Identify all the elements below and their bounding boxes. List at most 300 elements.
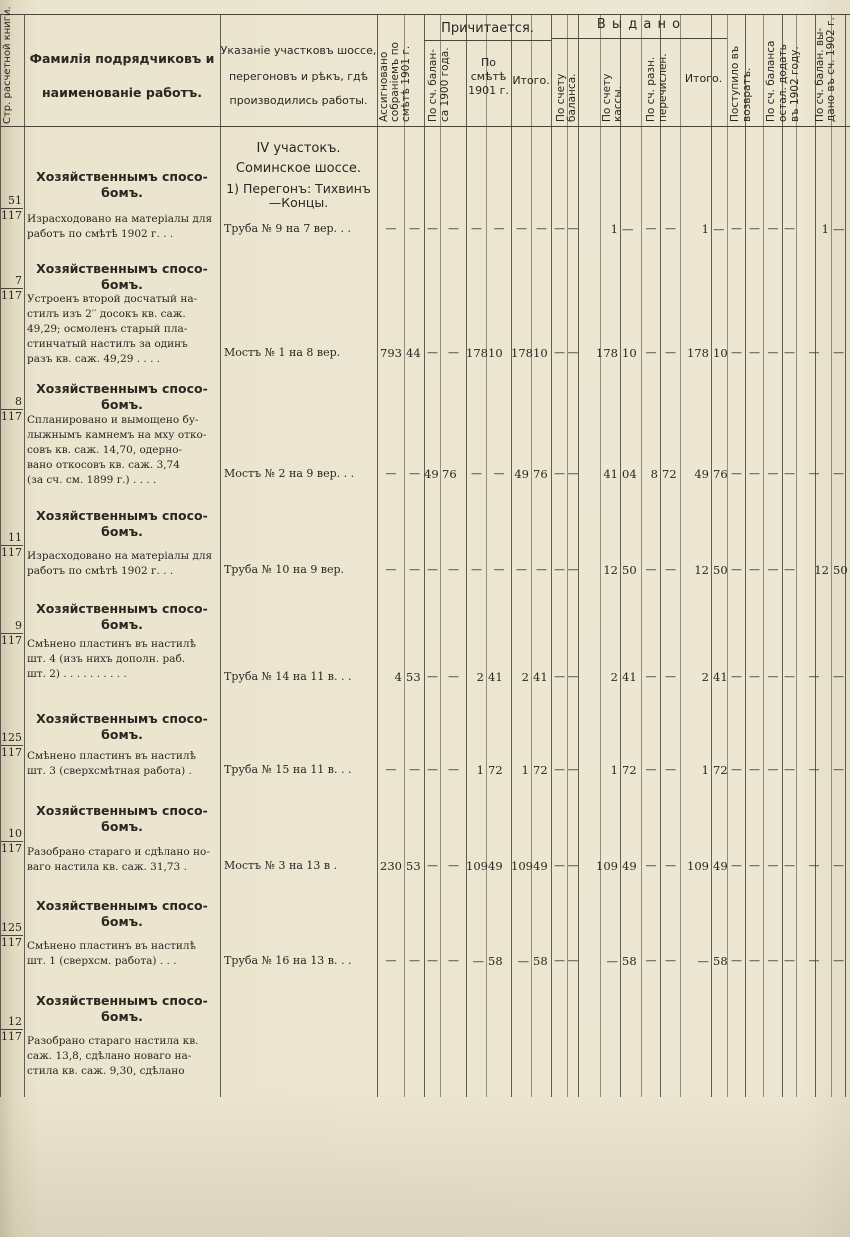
column-rule — [511, 14, 512, 1097]
amount-rubles: 178 — [511, 346, 533, 360]
work-location: Труба № 16 на 13 в. . . — [224, 954, 352, 967]
column-rule — [440, 14, 441, 1097]
empty-rubles-dash: — — [645, 954, 657, 967]
column-rule — [641, 14, 642, 1097]
empty-kopecks-dash: — — [833, 467, 844, 480]
empty-rubles-dash: — — [516, 563, 527, 576]
empty-rubles-dash: — — [427, 563, 438, 576]
empty-rubles-dash: — — [645, 222, 657, 235]
amount-rubles: 109 — [687, 859, 709, 873]
empty-kopecks-dash: — — [749, 467, 760, 480]
amount-rubles: 1 — [610, 763, 618, 777]
empty-kopecks-dash: — — [567, 467, 579, 480]
empty-kopecks-dash: — — [833, 859, 844, 872]
column-rule — [815, 14, 816, 1097]
column-rule — [551, 14, 552, 1097]
empty-kopecks-dash: — — [448, 563, 459, 576]
empty-kopecks-dash: — — [833, 954, 844, 967]
empty-kopecks-dash: — — [567, 954, 579, 967]
empty-rubles-dash: — — [808, 346, 820, 359]
ledger-ref-page: 11 — [8, 531, 22, 544]
amount-kopecks: 72 — [662, 467, 677, 481]
amount-kopecks: 41 — [622, 670, 637, 684]
empty-rubles-dash: — — [427, 859, 438, 872]
amount-kopecks: 72 — [622, 763, 637, 777]
empty-rubles-dash: — — [645, 670, 657, 683]
work-method-heading: Хозяйственнымъ спосо- — [36, 381, 208, 396]
work-description-line: работъ по смѣтѣ 1902 г. . . — [27, 228, 174, 240]
empty-rubles-dash: — — [471, 222, 482, 235]
header-assigned: Ассигновано собраніемъ по смѣтѣ 1901 г. — [378, 42, 412, 122]
empty-kopecks-dash: — — [493, 563, 505, 576]
work-description-line: разъ кв. саж. 49,29 . . . . — [27, 353, 161, 365]
amount-rubles: 12 — [694, 563, 709, 577]
amount-kopecks: 04 — [622, 467, 637, 481]
amount-kopecks: 76 — [533, 467, 548, 481]
empty-rubles-dash: — — [427, 670, 438, 683]
amount-kopecks: 41 — [488, 670, 503, 684]
ledger-ref-book: 117 — [1, 1030, 22, 1043]
due-group-rule — [424, 40, 551, 41]
empty-kopecks-dash: — — [409, 467, 420, 480]
empty-rubles-dash: — — [554, 954, 565, 967]
empty-rubles-dash: — — [808, 670, 820, 683]
header-due-estimate: смѣтѣ — [470, 70, 507, 83]
ledger-ref-page: 125 — [1, 921, 22, 934]
header-location: производились работы. — [229, 94, 368, 107]
work-location: Мостъ № 2 на 9 вер. . . — [224, 467, 355, 480]
amount-rubles: 1 — [610, 222, 618, 236]
empty-rubles-dash: — — [645, 859, 657, 872]
amount-rubles: 12 — [814, 563, 829, 577]
amount-rubles: 793 — [380, 346, 402, 360]
amount-kopecks: 10 — [713, 346, 728, 360]
work-method-heading: Хозяйственнымъ спосо- — [36, 508, 208, 523]
empty-rubles-dash: — — [808, 467, 820, 480]
amount-kopecks: 72 — [533, 763, 548, 777]
work-description-line: шт. 4 (изъ нихъ дополн. раб. — [27, 653, 186, 665]
amount-kopecks: — — [833, 222, 845, 236]
empty-kopecks-dash: — — [448, 670, 459, 683]
ledger-ref-book: 117 — [1, 209, 22, 222]
work-method-heading: бомъ. — [101, 819, 143, 834]
amount-rubles: 109 — [466, 859, 488, 873]
empty-kopecks-dash: — — [448, 222, 459, 235]
work-method-heading: бомъ. — [101, 1009, 143, 1024]
work-location: Труба № 14 на 11 в. . . — [224, 670, 352, 683]
empty-kopecks-dash: — — [784, 859, 795, 872]
work-method-heading: Хозяйственнымъ спосо- — [36, 601, 208, 616]
amount-rubles: 178 — [596, 346, 618, 360]
amount-rubles: — — [606, 954, 618, 968]
header-issued-total: Итого. — [684, 72, 723, 85]
amount-rubles: — — [697, 954, 709, 968]
column-rule — [567, 14, 568, 1097]
empty-kopecks-dash: — — [567, 222, 579, 235]
column-rule — [486, 14, 487, 1097]
empty-rubles-dash: — — [767, 954, 779, 967]
work-method-heading: Хозяйственнымъ спосо- — [36, 711, 208, 726]
work-location: Труба № 9 на 7 вер. . . — [224, 222, 352, 235]
header-name-line-1: Фамилія подрядчиковъ и — [29, 51, 215, 66]
empty-rubles-dash: — — [731, 859, 742, 872]
empty-kopecks-dash: — — [665, 763, 676, 776]
header-balance-1902: По сч. баланса остал. додать въ 1902 году. — [765, 40, 801, 122]
empty-kopecks-dash: — — [567, 763, 579, 776]
empty-kopecks-dash: — — [665, 222, 676, 235]
amount-kopecks: — — [713, 222, 725, 236]
issued-group-rule — [551, 38, 727, 39]
empty-rubles-dash: — — [645, 763, 657, 776]
empty-rubles-dash: — — [554, 763, 565, 776]
empty-kopecks-dash: — — [749, 954, 760, 967]
empty-kopecks-dash: — — [448, 763, 459, 776]
work-location: Труба № 15 на 11 в. . . — [224, 763, 352, 776]
work-location: Мостъ № 3 на 13 в . — [224, 859, 338, 872]
work-description-line: (за сч. см. 1899 г.) . . . . — [27, 474, 157, 486]
empty-rubles-dash: — — [808, 954, 820, 967]
section-stretch-line-1: 1) Перегонъ: Тихвинъ — [226, 181, 371, 196]
empty-kopecks-dash: — — [665, 563, 676, 576]
empty-rubles-dash: — — [767, 670, 779, 683]
column-rule — [424, 14, 425, 1097]
amount-rubles: 1 — [521, 763, 529, 777]
column-rule — [620, 14, 621, 1097]
column-rule — [745, 14, 746, 1097]
amount-rubles: 4 — [394, 670, 402, 684]
work-description-line: Устроенъ второй досчатый на- — [27, 293, 198, 305]
amount-rubles: 49 — [424, 467, 439, 481]
amount-rubles: 1 — [476, 763, 484, 777]
empty-kopecks-dash: — — [567, 670, 579, 683]
header-due-group: Причитается. — [441, 21, 534, 36]
empty-rubles-dash: — — [385, 954, 397, 967]
empty-kopecks-dash: — — [749, 346, 760, 359]
work-description-line: совъ кв. саж. 14,70, одерно- — [27, 444, 183, 456]
header-due-total: Итого. — [512, 74, 550, 87]
empty-rubles-dash: — — [471, 467, 482, 480]
empty-rubles-dash: — — [427, 954, 438, 967]
work-description-line: Разобрано стараго и сдѣлано но- — [27, 846, 210, 858]
header-due-estimate: По — [480, 56, 496, 69]
work-method-heading: бомъ. — [101, 524, 143, 539]
ledger-ref-page: 51 — [8, 194, 22, 207]
header-issued-transfers: По сч. разн. перечислен. — [645, 53, 669, 122]
empty-rubles-dash: — — [645, 563, 657, 576]
work-description-line: ваго настила кв. саж. 31,73 . — [27, 861, 187, 873]
amount-rubles: 2 — [476, 670, 484, 684]
empty-rubles-dash: — — [554, 222, 565, 235]
amount-rubles: 1 — [821, 222, 829, 236]
work-description-line: Израсходовано на матеріалы для — [27, 213, 213, 225]
work-description-line: Смѣнено пластинъ въ настилѣ — [27, 940, 196, 952]
amount-kopecks: 49 — [488, 859, 503, 873]
work-description-line: Разобрано стараго настила кв. — [27, 1035, 199, 1047]
section-stretch-line-2: —Концы. — [268, 195, 329, 210]
empty-kopecks-dash: — — [567, 563, 579, 576]
empty-kopecks-dash: — — [749, 222, 760, 235]
column-rule — [831, 14, 832, 1097]
work-description-line: стила кв. саж. 9,30, сдѣлано — [27, 1065, 185, 1077]
empty-kopecks-dash: — — [536, 222, 547, 235]
empty-kopecks-dash: — — [784, 763, 795, 776]
work-method-heading: бомъ. — [101, 617, 143, 632]
empty-kopecks-dash: — — [784, 222, 795, 235]
header-paid-1902: По сч. балан. вы- дано въ сч. 1902 г. — [814, 17, 837, 122]
header-location: перегоновъ и рѣкъ, гдѣ — [228, 70, 369, 83]
section-title: IV участокъ. — [256, 141, 341, 156]
empty-kopecks-dash: — — [749, 563, 760, 576]
ledger-ref-book: 117 — [1, 936, 22, 949]
empty-rubles-dash: — — [385, 222, 397, 235]
work-description-line: вано откосовъ кв. саж. 3,74 — [27, 459, 180, 471]
empty-kopecks-dash: — — [567, 859, 579, 872]
header-returned: Поступило въ возвратъ. — [729, 45, 753, 122]
work-description-line: Спланировано и вымощено бу- — [27, 414, 199, 426]
empty-rubles-dash: — — [385, 467, 397, 480]
ledger-ref-book: 117 — [1, 842, 22, 855]
amount-rubles: 109 — [596, 859, 618, 873]
amount-rubles: 2 — [701, 670, 709, 684]
ledger-ref-page: 125 — [1, 731, 22, 744]
amount-rubles: 230 — [380, 859, 402, 873]
work-method-heading: Хозяйственнымъ спосо- — [36, 169, 208, 184]
column-rule — [727, 14, 728, 1097]
empty-kopecks-dash: — — [784, 670, 795, 683]
ledger-ref-book: 117 — [1, 289, 22, 302]
amount-kopecks: 76 — [442, 467, 457, 481]
work-description-line: Смѣнено пластинъ въ настилѣ — [27, 638, 196, 650]
amount-kopecks: 58 — [533, 954, 548, 968]
work-description-line: саж. 13,8, сдѣлано новаго на- — [27, 1050, 192, 1062]
amount-rubles: 49 — [514, 467, 529, 481]
amount-rubles: 2 — [521, 670, 529, 684]
amount-rubles: 1 — [701, 222, 709, 236]
empty-kopecks-dash: — — [833, 670, 844, 683]
empty-rubles-dash: — — [808, 859, 820, 872]
column-rule — [796, 14, 797, 1097]
work-description-line: Смѣнено пластинъ въ настилѣ — [27, 750, 196, 762]
empty-rubles-dash: — — [731, 563, 742, 576]
header-issued-group: В ы д а н о — [596, 17, 682, 32]
amount-rubles: 12 — [603, 563, 618, 577]
empty-rubles-dash: — — [554, 467, 565, 480]
amount-kopecks: 41 — [713, 670, 728, 684]
work-description-line: Израсходовано на матеріалы для — [27, 550, 213, 562]
column-rule — [578, 14, 579, 1097]
column-rule — [377, 14, 378, 1097]
header-bottom-rule — [0, 126, 850, 127]
amount-kopecks: 10 — [488, 346, 503, 360]
empty-rubles-dash: — — [767, 563, 779, 576]
amount-kopecks: 58 — [622, 954, 637, 968]
column-rule — [763, 14, 764, 1097]
empty-kopecks-dash: — — [784, 467, 795, 480]
work-description-line: стилъ изъ 2′′ досокъ кв. саж. — [27, 308, 186, 320]
empty-kopecks-dash: — — [448, 954, 459, 967]
empty-rubles-dash: — — [471, 563, 482, 576]
empty-kopecks-dash: — — [665, 346, 676, 359]
header-issued-balance: По счету баланса. — [555, 73, 578, 122]
empty-rubles-dash: — — [427, 346, 438, 359]
amount-kopecks: 44 — [406, 346, 421, 360]
empty-rubles-dash: — — [731, 763, 742, 776]
empty-kopecks-dash: — — [749, 763, 760, 776]
work-description-line: работъ по смѣтѣ 1902 г. . . — [27, 565, 174, 577]
column-rule — [680, 14, 681, 1097]
work-method-heading: бомъ. — [101, 727, 143, 742]
empty-rubles-dash: — — [554, 563, 565, 576]
empty-kopecks-dash: — — [833, 763, 844, 776]
empty-rubles-dash: — — [767, 467, 779, 480]
empty-kopecks-dash: — — [493, 222, 505, 235]
empty-kopecks-dash: — — [784, 954, 795, 967]
empty-rubles-dash: — — [554, 346, 565, 359]
ledger-ref-page: 10 — [8, 827, 22, 840]
work-method-heading: Хозяйственнымъ спосо- — [36, 898, 208, 913]
work-description-line: шт. 3 (сверхсмѣтная работа) . — [27, 765, 192, 777]
empty-rubles-dash: — — [385, 763, 397, 776]
amount-kopecks: 49 — [622, 859, 637, 873]
column-rule — [711, 14, 712, 1097]
amount-rubles: 178 — [687, 346, 709, 360]
amount-kopecks: — — [622, 222, 634, 236]
work-description-line: 49,29; осмоленъ старый пла- — [27, 323, 188, 335]
empty-kopecks-dash: — — [448, 346, 459, 359]
amount-kopecks: 50 — [713, 563, 728, 577]
amount-kopecks: 10 — [622, 346, 637, 360]
empty-kopecks-dash: — — [409, 763, 420, 776]
ledger-ref-page: 12 — [8, 1015, 22, 1028]
empty-kopecks-dash: — — [665, 859, 676, 872]
work-location: Труба № 10 на 9 вер. — [224, 563, 345, 576]
empty-kopecks-dash: — — [784, 346, 795, 359]
ledger-ref-page: 9 — [15, 619, 22, 632]
page-bottom-shade — [0, 1090, 850, 1237]
empty-kopecks-dash: — — [536, 563, 547, 576]
empty-kopecks-dash: — — [409, 954, 420, 967]
work-location: Мостъ № 1 на 8 вер. — [224, 346, 341, 359]
work-description-line: лыжнымъ камнемъ на мху отко- — [27, 429, 207, 441]
header-top-rule — [0, 14, 850, 15]
empty-kopecks-dash: — — [448, 859, 459, 872]
work-method-heading: бомъ. — [101, 277, 143, 292]
work-description-line: шт. 2) . . . . . . . . . . — [27, 668, 127, 680]
empty-rubles-dash: — — [554, 670, 565, 683]
header-due-balance: По сч. балан- са 1900 года. — [427, 47, 451, 122]
work-description-line: шт. 1 (сверхсм. работа) . . . — [27, 955, 177, 967]
amount-rubles: 49 — [694, 467, 709, 481]
column-rule — [466, 14, 467, 1097]
amount-kopecks: 53 — [406, 859, 421, 873]
amount-rubles: 1 — [701, 763, 709, 777]
empty-rubles-dash: — — [808, 763, 820, 776]
ledger-ref-book: 117 — [1, 746, 22, 759]
empty-kopecks-dash: — — [665, 954, 676, 967]
empty-rubles-dash: — — [767, 346, 779, 359]
amount-kopecks: 41 — [533, 670, 548, 684]
empty-kopecks-dash: — — [749, 670, 760, 683]
amount-rubles: — — [517, 954, 529, 968]
header-name-line-2: наименованіе работъ. — [42, 85, 202, 100]
empty-rubles-dash: — — [767, 763, 779, 776]
work-method-heading: Хозяйственнымъ спосо- — [36, 261, 208, 276]
ledger-ref-book: 117 — [1, 546, 22, 559]
column-rule — [531, 14, 532, 1097]
empty-kopecks-dash: — — [567, 346, 579, 359]
column-rule — [220, 14, 221, 1097]
amount-rubles: 2 — [610, 670, 618, 684]
amount-rubles: 178 — [466, 346, 488, 360]
empty-rubles-dash: — — [554, 859, 565, 872]
column-rule — [845, 14, 846, 1097]
ledger-ref-page: 8 — [15, 395, 22, 408]
amount-kopecks: 10 — [533, 346, 548, 360]
work-method-heading: Хозяйственнымъ спосо- — [36, 803, 208, 818]
amount-kopecks: 50 — [622, 563, 637, 577]
amount-kopecks: 53 — [406, 670, 421, 684]
empty-rubles-dash: — — [516, 222, 527, 235]
ledger-ref-book: 117 — [1, 634, 22, 647]
empty-kopecks-dash: — — [833, 346, 844, 359]
amount-kopecks: 49 — [713, 859, 728, 873]
work-method-heading: бомъ. — [101, 397, 143, 412]
empty-kopecks-dash: — — [409, 222, 420, 235]
amount-kopecks: 50 — [833, 563, 848, 577]
empty-rubles-dash: — — [385, 563, 397, 576]
header-issued-cash: По счету кассы. — [601, 73, 624, 122]
empty-rubles-dash: — — [731, 346, 742, 359]
amount-rubles: 8 — [650, 467, 658, 481]
amount-kopecks: 49 — [533, 859, 548, 873]
ledger-ref-book: 117 — [1, 410, 22, 423]
work-method-heading: бомъ. — [101, 185, 143, 200]
amount-kopecks: 72 — [713, 763, 728, 777]
section-road: Соминское шоссе. — [235, 161, 362, 176]
empty-kopecks-dash: — — [493, 467, 505, 480]
empty-rubles-dash: — — [767, 859, 779, 872]
empty-kopecks-dash: — — [409, 563, 420, 576]
amount-rubles: — — [472, 954, 484, 968]
empty-rubles-dash: — — [427, 222, 438, 235]
empty-rubles-dash: — — [427, 763, 438, 776]
amount-rubles: 41 — [603, 467, 618, 481]
empty-kopecks-dash: — — [749, 859, 760, 872]
amount-kopecks: 58 — [488, 954, 503, 968]
amount-rubles: 109 — [511, 859, 533, 873]
column-rule — [404, 14, 405, 1097]
empty-rubles-dash: — — [731, 954, 742, 967]
empty-rubles-dash: — — [731, 670, 742, 683]
amount-kopecks: 72 — [488, 763, 503, 777]
ledger-ref-page: 7 — [15, 274, 22, 287]
header-location: Указаніе участковъ шоссе, — [220, 44, 377, 57]
header-ref-column: Стр. расчетной книги. — [2, 6, 13, 124]
empty-kopecks-dash: — — [784, 563, 795, 576]
work-method-heading: Хозяйственнымъ спосо- — [36, 993, 208, 1008]
amount-kopecks: 76 — [713, 467, 728, 481]
empty-rubles-dash: — — [731, 222, 742, 235]
column-rule — [600, 14, 601, 1097]
empty-kopecks-dash: — — [665, 670, 676, 683]
column-rule — [660, 14, 661, 1097]
work-method-heading: бомъ. — [101, 914, 143, 929]
column-rule — [782, 14, 783, 1097]
empty-rubles-dash: — — [767, 222, 779, 235]
amount-kopecks: 58 — [713, 954, 728, 968]
work-description-line: стинчатый настилъ за одинъ — [27, 338, 188, 350]
empty-rubles-dash: — — [731, 467, 742, 480]
